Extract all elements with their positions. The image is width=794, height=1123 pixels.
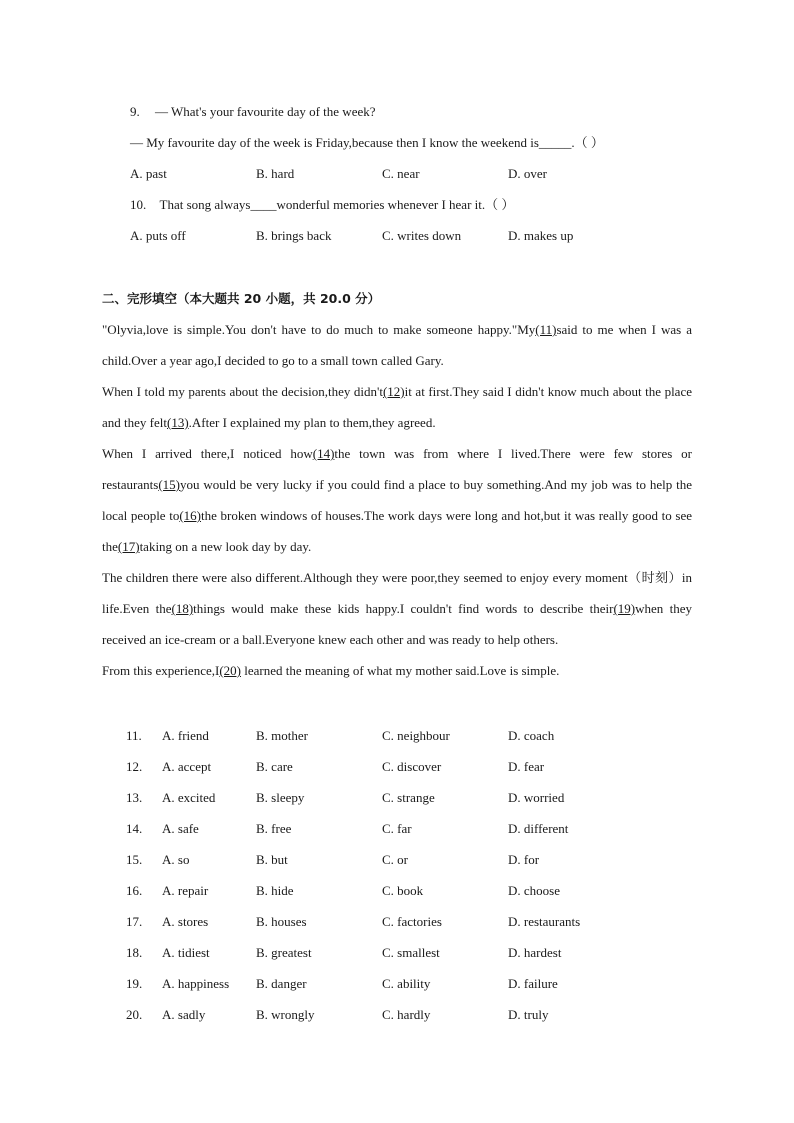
option-b[interactable]: B. hard <box>256 166 295 181</box>
option-a[interactable]: A. stores <box>162 914 209 929</box>
option-b[interactable]: B. brings back <box>256 228 332 243</box>
option-c[interactable]: C. neighbour <box>382 728 450 743</box>
answer-number: 11. <box>126 728 142 743</box>
option-a[interactable]: A. friend <box>162 728 209 743</box>
option-d[interactable]: D. different <box>508 821 569 836</box>
question-stem: That song always____wonderful memories whenever I hear it.（ ） <box>159 197 515 212</box>
passage-paragraph <box>102 562 692 655</box>
option-d[interactable]: D. hardest <box>508 945 562 960</box>
passage-text: the town was from where I lived.There were few stores or restaurants <box>102 446 692 492</box>
blank-marker: (11) <box>535 322 557 337</box>
question-number: 9. <box>130 104 140 119</box>
answer-number: 19. <box>126 976 143 991</box>
passage-text: taking on a new look day by day. <box>139 539 312 554</box>
passage-paragraph <box>102 655 692 686</box>
blank-marker: (19) <box>613 601 636 616</box>
option-d[interactable]: D. restaurants <box>508 914 581 929</box>
option-b[interactable]: B. mother <box>256 728 308 743</box>
option-c[interactable]: C. strange <box>382 790 435 805</box>
option-a[interactable]: A. so <box>162 852 190 867</box>
question-stem: — What's your favourite day of the week? <box>155 104 376 119</box>
blank-marker: (18) <box>171 601 194 616</box>
answer-number: 14. <box>126 821 143 836</box>
option-a[interactable]: A. tidiest <box>162 945 210 960</box>
passage-text: things would make these kids happy.I couldn't find words to describe their <box>193 601 614 616</box>
answer-number: 15. <box>126 852 143 867</box>
passage-text: you would be very lucky if you could find a place to buy something.And my job was to help the local people to <box>102 477 692 523</box>
option-a[interactable]: A. repair <box>162 883 209 898</box>
option-d[interactable]: D. worried <box>508 790 565 805</box>
option-c[interactable]: C. discover <box>382 759 442 774</box>
passage-text: From this experience,I <box>102 663 220 678</box>
option-b[interactable]: B. danger <box>256 976 307 991</box>
passage-text: .After I explained my plan to them,they agreed. <box>188 415 436 430</box>
option-d[interactable]: D. makes up <box>508 228 574 243</box>
answer-number: 20. <box>126 1007 143 1022</box>
passage-text: the broken windows of houses.The work days were long and hot,but it was really good to see the <box>102 508 692 554</box>
option-d[interactable]: D. for <box>508 852 540 867</box>
option-c[interactable]: C. book <box>382 883 424 898</box>
blank-marker: (17) <box>117 539 140 554</box>
option-a[interactable]: A. excited <box>162 790 216 805</box>
option-c[interactable]: C. or <box>382 852 408 867</box>
option-d[interactable]: D. fear <box>508 759 545 774</box>
option-c[interactable]: C. ability <box>382 976 431 991</box>
blank-marker: (20) <box>219 663 241 678</box>
blank-marker: (14) <box>312 446 335 461</box>
question-9-stem-2: — My favourite day of the week is Friday,because then I know the weekend is_____.（ ） <box>130 135 604 150</box>
option-b[interactable]: B. free <box>256 821 292 836</box>
passage-text: learned the meaning of what my mother said.Love is simple. <box>241 663 560 678</box>
question-10 <box>130 197 514 213</box>
option-b[interactable]: B. but <box>256 852 288 867</box>
option-b[interactable]: B. hide <box>256 883 294 898</box>
answer-number: 12. <box>126 759 143 774</box>
passage-text: When I arrived there,I noticed how <box>102 446 313 461</box>
section-title: 二、完形填空（本大题共 20 小题，共 20.0 分） <box>102 291 381 306</box>
option-a[interactable]: A. accept <box>162 759 212 774</box>
answer-number: 16. <box>126 883 143 898</box>
answer-number: 17. <box>126 914 143 929</box>
option-b[interactable]: B. sleepy <box>256 790 305 805</box>
option-a[interactable]: A. past <box>130 166 167 181</box>
option-d[interactable]: D. coach <box>508 728 555 743</box>
answer-number: 13. <box>126 790 143 805</box>
option-d[interactable]: D. over <box>508 166 547 181</box>
option-b[interactable]: B. care <box>256 759 293 774</box>
passage-text: when they received an ice-cream or a ball.Everyone knew each other and was ready to help others. <box>102 601 692 647</box>
passage-text: said to me when I was a child.Over a year ago,I decided to go to a small town called Gary. <box>102 322 692 368</box>
option-c[interactable]: C. hardly <box>382 1007 431 1022</box>
passage-paragraph <box>102 376 692 438</box>
question-9 <box>130 104 376 120</box>
passage-text: When I told my parents about the decision,they didn't <box>102 384 383 399</box>
option-d[interactable]: D. failure <box>508 976 558 991</box>
option-d[interactable]: D. truly <box>508 1007 549 1022</box>
option-c[interactable]: C. far <box>382 821 412 836</box>
blank-marker: (12) <box>382 384 405 399</box>
passage-paragraph <box>102 314 692 376</box>
passage-paragraph <box>102 438 692 562</box>
passage-text: The children there were also different.Although they were poor,they seemed to enjoy every moment（时刻）in life.Even the <box>102 570 692 616</box>
option-a[interactable]: A. happiness <box>162 976 230 991</box>
cloze-passage <box>102 314 692 686</box>
blank-marker: (13) <box>166 415 189 430</box>
option-c[interactable]: C. near <box>382 166 420 181</box>
passage-text: "Olyvia,love is simple.You don't have to do much to make someone happy."My <box>102 322 536 337</box>
blank-marker: (16) <box>179 508 202 523</box>
answer-number: 18. <box>126 945 143 960</box>
option-b[interactable]: B. greatest <box>256 945 312 960</box>
option-a[interactable]: A. puts off <box>130 228 186 243</box>
option-b[interactable]: B. houses <box>256 914 307 929</box>
option-c[interactable]: C. writes down <box>382 228 462 243</box>
option-a[interactable]: A. safe <box>162 821 199 836</box>
option-d[interactable]: D. choose <box>508 883 560 898</box>
option-c[interactable]: C. smallest <box>382 945 440 960</box>
option-a[interactable]: A. sadly <box>162 1007 206 1022</box>
option-c[interactable]: C. factories <box>382 914 442 929</box>
passage-text: it at first.They said I didn't know much about the place and they felt <box>102 384 692 430</box>
question-number: 10. <box>130 197 147 212</box>
blank-marker: (15) <box>158 477 180 492</box>
option-b[interactable]: B. wrongly <box>256 1007 315 1022</box>
